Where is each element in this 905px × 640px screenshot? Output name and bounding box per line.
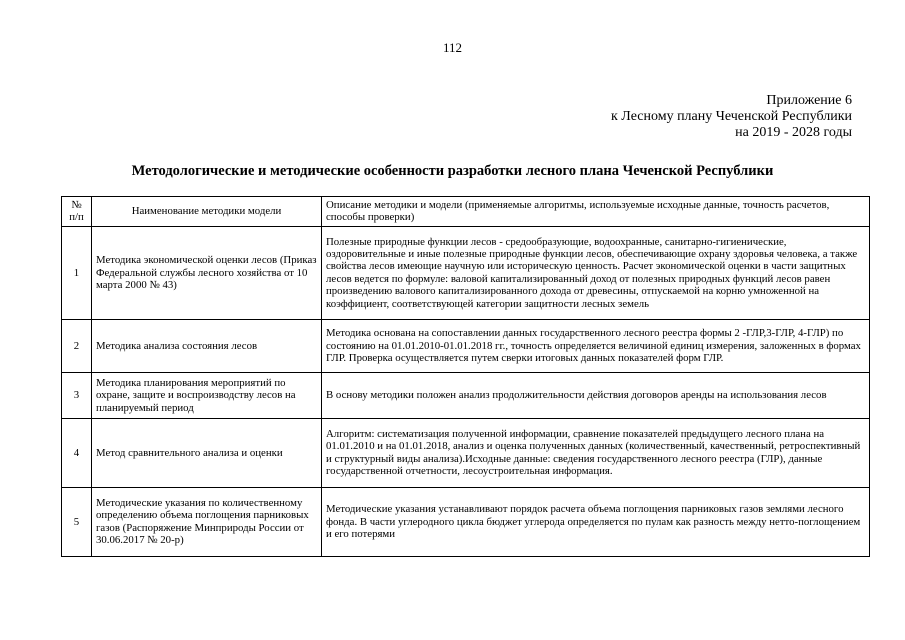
row-num: 3 [62,372,92,418]
row-desc: Алгоритм: систематизация полученной информации, сравнение показателей предыдущего лесного плана на 01.01.2010 и на 01.01.2018, анализ и оценка полученных данных (количественный, качественный, ретроспективный и структурный виды анализа).Исходные данные: сведения государственного лесного реестра (ГЛР), данные государственной отчетности, лесоустроительная информация. [322,418,870,487]
table-row [62,226,870,319]
header-num: № п/п [62,197,92,227]
row-name: Методика анализа состояния лесов [92,319,322,372]
table-header-row [62,197,870,227]
appendix-line-3: на 2019 - 2028 годы [735,125,852,140]
row-num: 1 [62,226,92,319]
row-desc: Полезные природные функции лесов - средообразующие, водоохранные, санитарно-гигиенические, оздоровительные и иные полезные природные функции лесов, обеспечивающие охрану здоровья человека, а также свойства лесов имеющие научную или историческую ценность. Расчет экономической оценки в части защитных лесов ведется по формуле: валовой капитализированный доход от полезных природных функций лесов равен произведению валового капитализированного дохода от древесины, отпускаемой на корню умноженной на коэффициент, соответствующей категории защитности лесных земель [322,226,870,319]
table-row [62,487,870,556]
page-number: 112 [442,40,463,55]
row-name: Методические указания по количественному определению объема поглощения парниковых газов (Распоряжение Минприроды России от 30.06.2017 № 20-р) [92,487,322,556]
header-desc: Описание методики и модели (применяемые алгоритмы, используемые исходные данные, точность расчетов, способы проверки) [322,197,870,227]
row-name: Метод сравнительного анализа и оценки [92,418,322,487]
header-name: Наименование методики модели [92,197,322,227]
appendix-note [611,93,852,141]
methods-table [61,196,870,557]
table-row [62,319,870,372]
row-num: 4 [62,418,92,487]
appendix-line-2: к Лесному плану Чеченской Республики [611,109,852,124]
row-num: 2 [62,319,92,372]
appendix-line-1: Приложение 6 [766,93,852,108]
row-num: 5 [62,487,92,556]
table-row [62,418,870,487]
row-name: Методика планирования мероприятий по охране, защите и воспроизводству лесов на планируемый период [92,372,322,418]
row-desc: Методические указания устанавливают порядок расчета объема поглощения парниковых газов землями лесного фонда. В части углеродного цикла бюджет углерода определяется по пулам как разность между нетто-поглощением и его потерями [322,487,870,556]
table-row [62,372,870,418]
row-desc: В основу методики положен анализ продолжительности действия договоров аренды на использования лесов [322,372,870,418]
row-name: Методика экономической оценки лесов (Приказ Федеральной службы лесного хозяйства от 10 марта 2000 № 43) [92,226,322,319]
row-desc: Методика основана на сопоставлении данных государственного лесного реестра формы 2 -ГЛР,3-ГЛР, 4-ГЛР) по состоянию на 01.01.2010-01.01.2018 гг., точность определяется величиной единиц измерения, заложенных в формах ГЛР. Проверка осуществляется путем сверки итоговых данных показателей форм ГЛР. [322,319,870,372]
document-title: Методологические и методические особенности разработки лесного плана Чеченской Республики [131,163,774,179]
